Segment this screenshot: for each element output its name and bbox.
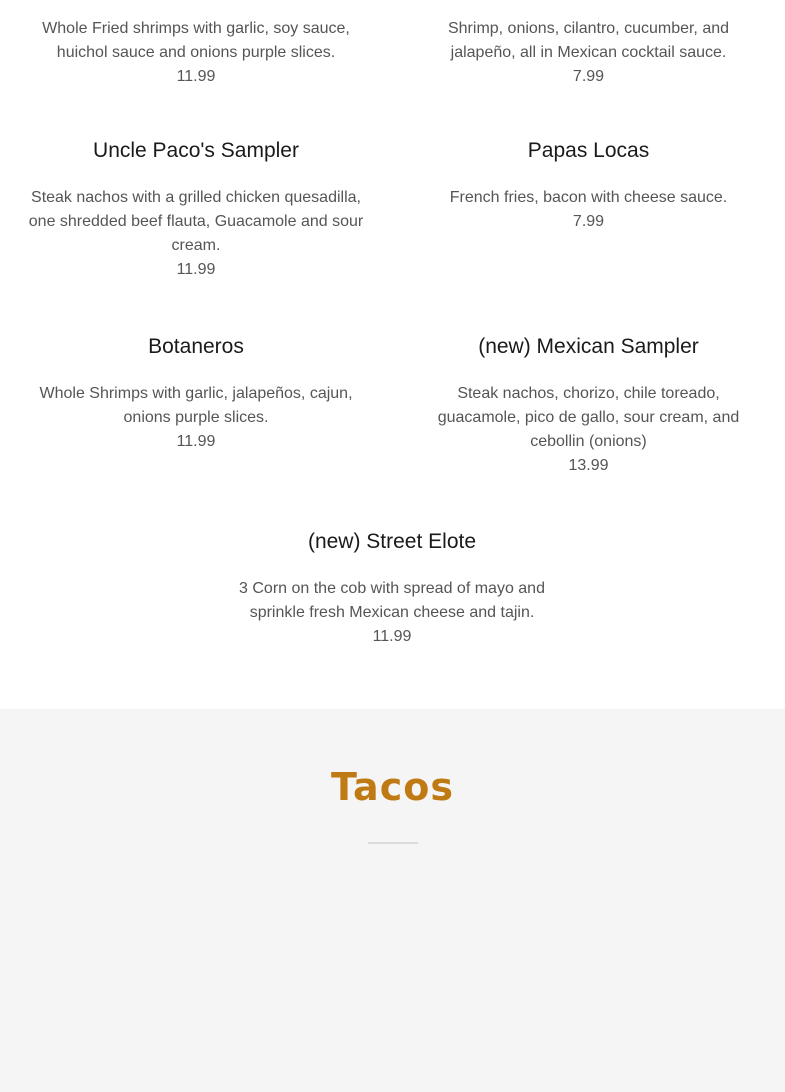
menu-item-uncle-pacos-sampler xyxy=(20,138,372,282)
menu-item-title: (new) Street Elote xyxy=(307,530,477,553)
tacos-section xyxy=(0,709,785,1092)
menu-item-description: 3 Corn on the cob with spread of mayo and sprinkle fresh Mexican cheese and tajin. xyxy=(239,580,545,621)
menu-item-papas-locas xyxy=(430,138,747,234)
menu-item-shrimp-cocktail xyxy=(430,17,747,89)
menu-item-price: 7.99 xyxy=(572,213,605,230)
menu-item-price: 11.99 xyxy=(372,628,412,645)
menu-item-description: Steak nachos with a grilled chicken quesadilla, one shredded beef flauta, Guacamole and sour cream. xyxy=(28,189,364,254)
menu-item-price: 11.99 xyxy=(176,261,216,278)
menu-item-description: Steak nachos, chorizo, chile toreado, guacamole, pico de gallo, sour cream, and cebollin (onions) xyxy=(437,385,740,450)
menu-item-price: 11.99 xyxy=(176,68,216,85)
menu-item-description: Whole Fried shrimps with garlic, soy sauce, huichol sauce and onions purple slices. xyxy=(42,20,350,61)
menu-item-title: Uncle Paco's Sampler xyxy=(93,139,299,162)
menu-item-description: Whole Shrimps with garlic, jalapeños, cajun, onions purple slices. xyxy=(39,385,353,426)
menu-item-fried-shrimps xyxy=(20,17,372,89)
menu-item-title: Botaneros xyxy=(148,335,244,358)
menu-item-description: French fries, bacon with cheese sauce. xyxy=(449,189,728,206)
menu-item-street-elote xyxy=(222,529,562,649)
menu-item-mexican-sampler xyxy=(430,334,747,478)
menu-item-title: Papas Locas xyxy=(527,139,650,162)
menu-item-price: 13.99 xyxy=(568,457,609,474)
menu-item-price: 11.99 xyxy=(176,433,216,450)
menu-item-price: 7.99 xyxy=(572,68,605,85)
section-heading-tacos: Tacos xyxy=(331,765,454,809)
section-divider xyxy=(368,842,418,844)
menu-item-title: (new) Mexican Sampler xyxy=(478,335,699,358)
menu-item-botaneros xyxy=(20,334,372,454)
menu-item-description: Shrimp, onions, cilantro, cucumber, and jalapeño, all in Mexican cocktail sauce. xyxy=(447,20,730,61)
